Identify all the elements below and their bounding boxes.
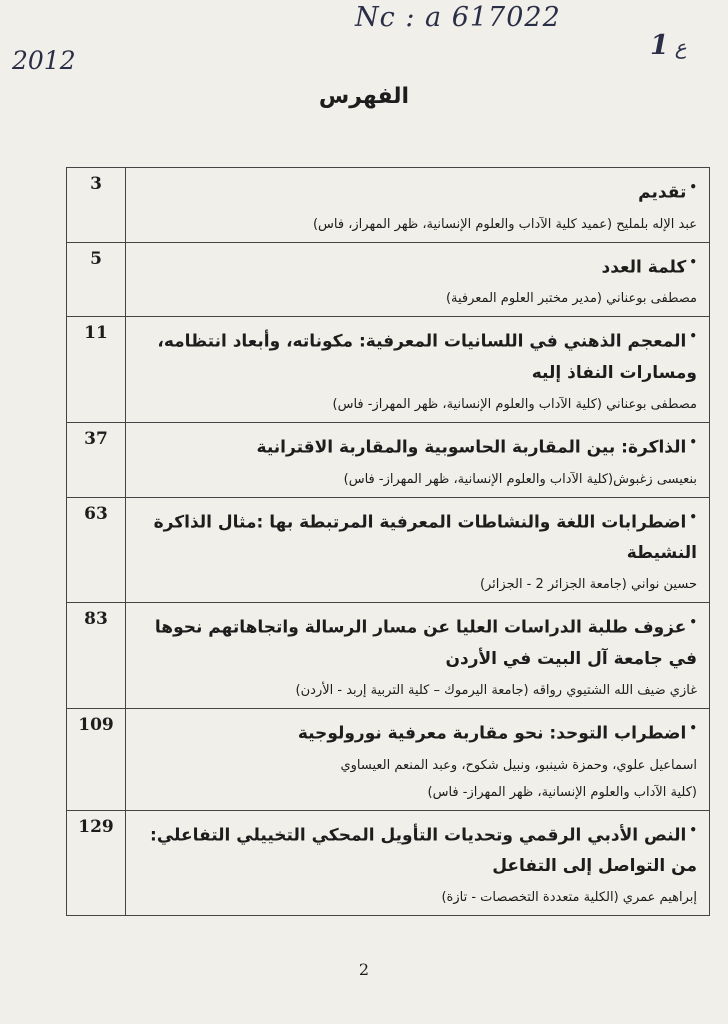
toc-page-number: 11 (67, 317, 126, 422)
toc-entry-title (140, 247, 697, 284)
toc-row (67, 317, 709, 423)
toc-entry-title-text: عزوف طلبة الدراسات العليا عن مسار الرسالة واتجاهاتهم نحوها في جامعة آل البيت في الأردن (154, 617, 697, 669)
toc-entry (126, 243, 709, 317)
toc-page-number: 3 (67, 168, 126, 242)
toc-entry-title-text: اضطرابات اللغة والنشاطات المعرفية المرتبطة بها :مثال الذاكرة النشيطة (153, 512, 697, 564)
bullet-icon: • (689, 254, 697, 269)
handwritten-volume-number (650, 30, 687, 61)
bullet-icon: • (689, 720, 697, 735)
toc-entry-title (140, 502, 697, 570)
toc-row (67, 709, 709, 811)
toc-entry-title (140, 607, 697, 675)
toc-entry-author: إبراهيم عمري (الكلية متعددة التخصصات - تازة) (441, 890, 697, 906)
toc-entry-title-text: كلمة العدد (601, 257, 687, 278)
toc-entry (126, 603, 709, 708)
toc-page-number: 63 (67, 498, 126, 603)
toc-page-number: 5 (67, 243, 126, 317)
toc-entry-title-text: النص الأدبي الرقمي وتحديات التأويل المحكي التخييلي التفاعلي: من التواصل إلى التفاعل (150, 825, 697, 877)
toc-row (67, 243, 709, 318)
toc-entry-title (140, 713, 697, 750)
bullet-icon: • (689, 509, 697, 524)
toc-entry (126, 317, 709, 422)
handwritten-call-number: Nc : a 617022 (355, 2, 561, 33)
page-title: الفهرس (318, 84, 410, 109)
toc-entry (126, 423, 709, 497)
toc-row (67, 498, 709, 604)
toc-entry-author: اسماعيل علوي، وحمزة شينبو، ونبيل شكوح، وعبد المنعم العيساوي (340, 757, 697, 773)
handwritten-year: 2012 (12, 46, 76, 75)
table-of-contents (66, 167, 710, 916)
toc-entry (126, 811, 709, 916)
bullet-icon: • (689, 615, 697, 630)
toc-entry (126, 168, 709, 242)
toc-entry-title (140, 815, 697, 883)
toc-page-number: 109 (67, 709, 126, 810)
toc-entry-author: غازي ضيف الله الشتيوي رواقه (جامعة اليرموك – كلية التربية إربد - الأردن) (295, 682, 697, 698)
toc-entry-title (140, 172, 697, 209)
bullet-icon: • (689, 434, 697, 449)
handwritten-suffix: ع (674, 35, 687, 59)
page-number: 2 (358, 960, 370, 979)
toc-entry-title-text: اضطراب التوحد: نحو مقاربة معرفية نورولوجية (297, 723, 687, 744)
toc-page-number: 37 (67, 423, 126, 497)
toc-entry-title (140, 321, 697, 389)
bullet-icon: • (689, 329, 697, 344)
bullet-icon: • (689, 822, 697, 837)
toc-entry-title-text: الذاكرة: بين المقاربة الحاسوبية والمقاربة الاقترانية (256, 437, 687, 458)
toc-entry-author: عبد الإله بلمليح (عميد كلية الآداب والعلوم الإنسانية، ظهر المهراز، فاس) (312, 216, 697, 232)
toc-row (67, 811, 709, 916)
toc-row (67, 168, 709, 243)
toc-page-number: 83 (67, 603, 126, 708)
toc-row (67, 603, 709, 709)
toc-entry-author: بنعيسى زغبوش(كلية الآداب والعلوم الإنسانية، ظهر المهراز- فاس) (343, 471, 697, 487)
toc-entry-author: حسين نواني (جامعة الجزائر 2 - الجزائر) (479, 577, 697, 593)
handwritten-number: 1 (650, 30, 669, 61)
toc-entry (126, 498, 709, 603)
toc-page-number: 129 (67, 811, 126, 916)
bullet-icon: • (689, 180, 697, 194)
toc-entry-title-text: المعجم الذهني في اللسانيات المعرفية: مكوناته، وأبعاد انتظامه، ومسارات النفاذ إليه (157, 331, 697, 383)
toc-entry-title-text: تقديم (638, 182, 687, 203)
toc-row (67, 423, 709, 498)
toc-entry-author: مصطفى بوعناني (كلية الآداب والعلوم الإنسانية، ظهر المهراز- فاس) (332, 396, 697, 412)
toc-entry (126, 709, 709, 810)
toc-entry-author: مصطفى بوعناني (مدير مختبر العلوم المعرفية) (445, 291, 697, 307)
toc-entry-title (140, 427, 697, 464)
toc-entry-author: (كلية الآداب والعلوم الإنسانية، ظهر المهراز- فاس) (427, 784, 697, 800)
